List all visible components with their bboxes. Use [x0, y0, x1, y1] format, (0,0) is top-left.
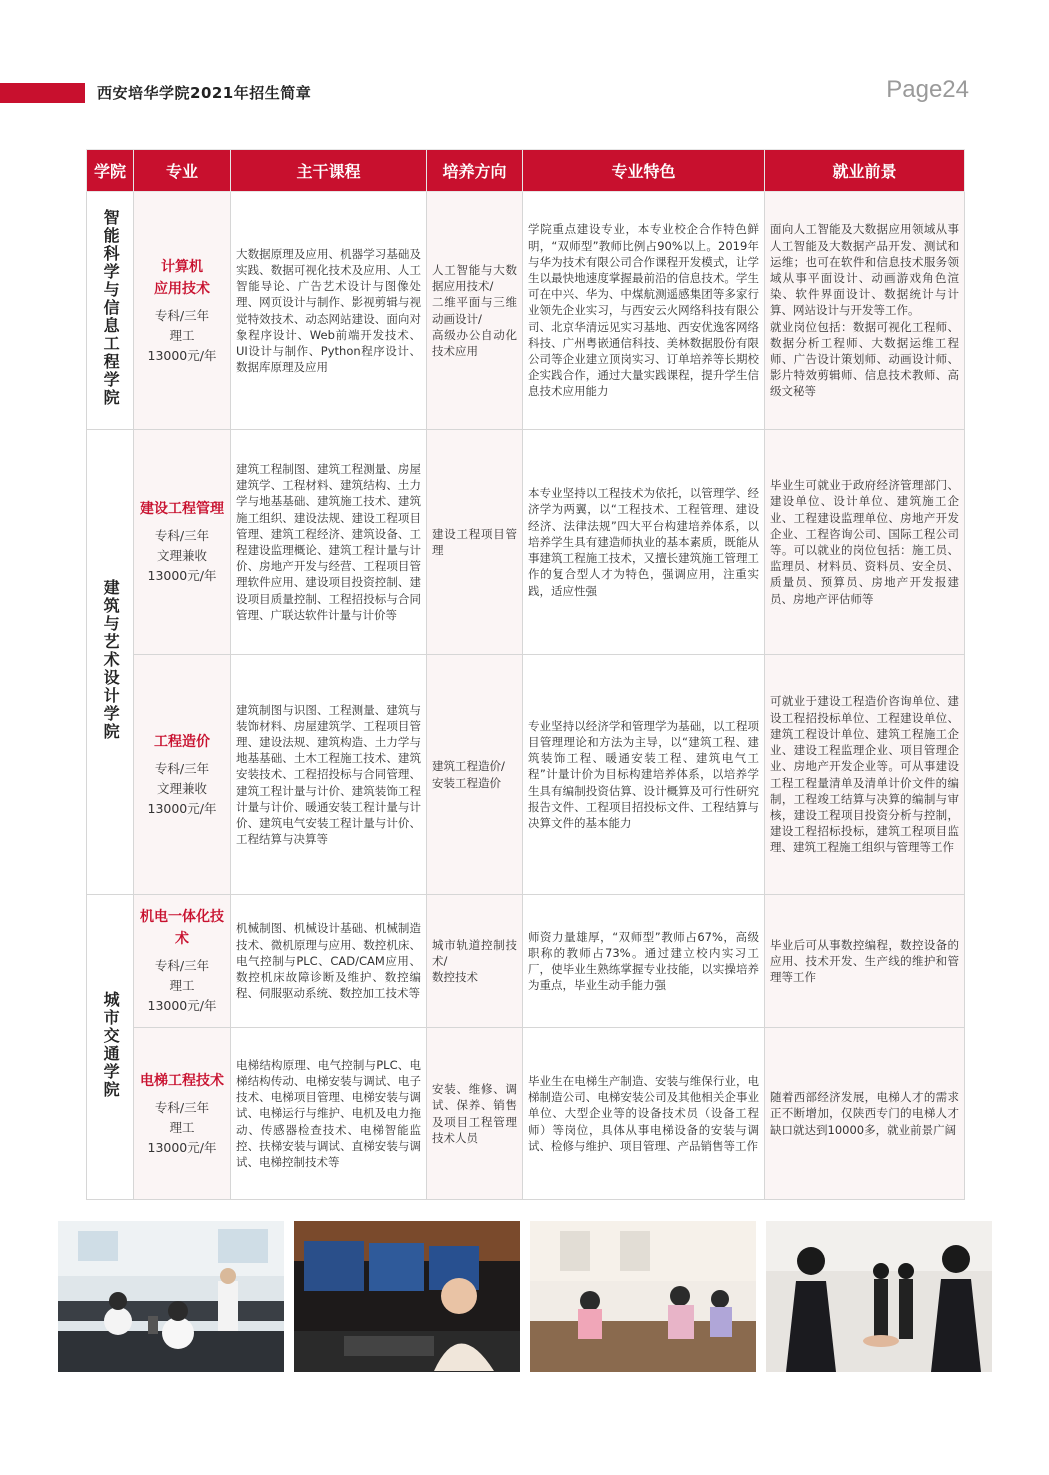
major-meta: 专科/三年 理工 13000元/年 [147, 307, 217, 363]
direction-cell: 城市轨道控制技术/ 数控技术 [427, 895, 523, 1028]
college-name: 建筑与艺术设计学院 [101, 578, 121, 741]
feature-cell: 学院重点建设专业，本专业校企合作特色鲜明，“双师型”教师比例占90%以上。2019年与华为技术有限公司合作课程开发模式，让学生以最快地速度掌握最前沿的信息技术。学生可在中兴、华为、中煤航测遥感集团等多家行业领先企业实习，与西安云火网络科技有限公司、北京华清远见实习基地、西安优逸客网络科技、广州粤嵌通信科技、美林数据股份有限公司等企业建立顶岗实习、订单培养等长期校企实践合作，通过大量实践课程，提升学生信息技术应用能力 [523, 192, 765, 430]
table-row [87, 430, 965, 655]
table-row [87, 1028, 965, 1200]
major-cell [134, 430, 231, 655]
direction-cell: 安装、维修、调试、保养、销售及项目工程管理技术人员 [427, 1028, 523, 1200]
photo-strip [58, 1221, 992, 1372]
table-row [87, 192, 965, 430]
direction-cell: 建筑工程造价/ 安装工程造价 [427, 655, 523, 895]
prospect-cell: 随着西部经济发展，电梯人才的需求正不断增加，仅陕西专门的电梯人才缺口就达到10000多，就业前景广阔 [765, 1028, 965, 1200]
header-major: 专业 [134, 150, 231, 192]
major-meta: 专科/三年 文理兼收 13000元/年 [147, 528, 217, 583]
broadcast-studio-photo [294, 1221, 520, 1372]
major-cell [134, 655, 231, 895]
table-header-row [87, 150, 965, 192]
major-meta: 专科/三年 理工 13000元/年 [147, 1099, 217, 1155]
prospect-cell: 面向人工智能及大数据应用领域从事人工智能及大数据产品开发、测试和运维；也可在软件和信息技术服务领域从事平面设计、动画游戏角色渲染、软件界面设计、数据统计与计算、网站设计与开发等工作。 就业岗位包括：数据可视化工程师、数据分析工程师、大数据运维工程师、广告设计策划师、动画设计师、影片特效剪辑师、信息技术教师、高级文秘等 [765, 192, 965, 430]
major-name: 机电一体化技术 [140, 909, 224, 947]
courses-cell: 机械制图、机械设计基础、机械制造技术、微机原理与应用、数控机床、电气控制与PLC、CAD/CAM应用、数控机床故障诊断及维护、数控编程、伺服驱动系统、数控加工技术等 [231, 895, 427, 1028]
feature-cell: 师资力量雄厚，“双师型”教师占67%，高级职称的教师占73%。通过建立校内实习工厂，使毕业生熟练掌握专业技能，以实操培养为重点，毕业生动手能力强 [523, 895, 765, 1028]
major-name: 建设工程管理 [140, 501, 224, 517]
major-name: 计算机 应用技术 [154, 258, 210, 297]
table-row [87, 655, 965, 895]
college-name: 智能科学与信息工程学院 [101, 209, 121, 408]
header-title: 西安培华学院2021年招生简章 [97, 84, 312, 102]
major-cell [134, 895, 231, 1028]
courses-cell: 建筑工程制图、建筑工程测量、房屋建筑学、工程材料、建筑结构、土力学与地基基础、建筑施工技术、建筑施工组织、建设法规、建设工程项目管理、建筑工程经济、建筑设备、工程建设监理概论、建筑工程计量与计价、房地产开发与经营、工程项目管理软件应用、建设项目投资控制、建设项目质量控制、工程招投标与合同管理、广联达软件计量与计价等 [231, 430, 427, 655]
major-name: 电梯工程技术 [140, 1072, 224, 1089]
major-meta: 专科/三年 理工 13000元/年 [147, 958, 217, 1013]
page-number: Page24 [886, 76, 969, 103]
header-feature: 专业特色 [523, 150, 765, 192]
feature-cell: 专业坚持以经济学和管理学为基础，以工程项目管理理论和方法为主导，以“建筑工程、建筑装饰工程、暖通安装工程、建筑电气工程”计量计价为目标构建培养体系，以培养学生具有编制投资估算、设计概算及可行性研究报告文件、工程项目招投标文件、工程结算与决算文件的基本能力 [523, 655, 765, 895]
header-accent-bar [0, 83, 85, 103]
college-name: 城市交通学院 [101, 990, 121, 1099]
header-courses: 主干课程 [231, 150, 427, 192]
courses-cell: 电梯结构原理、电气控制与PLC、电梯结构传动、电梯安装与调试、电子技术、电梯项目管理、电梯安装与调试、电梯运行与维护、电机及电力拖动、传感器检查技术、电梯智能监控、扶梯安装与调试、直梯安装与调试、电梯控制技术等 [231, 1028, 427, 1200]
major-meta: 专科/三年 文理兼收 13000元/年 [147, 760, 217, 816]
lab-microscope-photo [58, 1221, 284, 1372]
header-prospect: 就业前景 [765, 150, 965, 192]
major-cell [134, 192, 231, 430]
college-cell [87, 430, 134, 895]
prospect-cell: 毕业生可就业于政府经济管理部门、建设单位、设计单位、建筑施工企业、工程建设监理单位、房地产开发企业、工程咨询公司、国际工程公司等。可以就业的岗位包括：施工员、监理员、材料员、资料员、安全员、质量员、预算员、房地产开发报建员、房地产评估师等 [765, 430, 965, 655]
college-cell [87, 895, 134, 1200]
courses-cell: 大数据原理及应用、机器学习基础及实践、数据可视化技术及应用、人工智能导论、广告艺术设计与图像处理、网页设计与制作、影视剪辑与视觉特效技术、动态网站建设、面向对象程序设计、Web前端开发技术、UI设计与制作、Python程序设计、数据库原理及应用 [231, 192, 427, 430]
etiquette-training-photo [766, 1221, 992, 1372]
feature-cell: 本专业坚持以工程技术为依托，以管理学、经济学为两翼，以“工程技术、工程管理、建设经济、法律法规”四大平台构建培养体系，以培养学生具有建造师执业的基本素质，既能从事建筑工程施工技术，又擅长建筑施工管理工作的复合型人才为特色，强调应用，注重实践，适应性强 [523, 430, 765, 655]
prospect-cell: 毕业后可从事数控编程，数控设备的应用、技术开发、生产线的维护和管理等工作 [765, 895, 965, 1028]
college-cell [87, 192, 134, 430]
prospect-cell: 可就业于建设工程造价咨询单位、建设工程招投标单位、工程建设单位、建筑工程设计单位、建筑工程施工企业、建设工程监理企业、项目管理企业、房地产开发企业等。可从事建设工程工程量清单及清单计价文件的编制，工程竣工结算与决算的编制与审核，建设工程项目投资分析与控制，建设工程招标投标，建筑工程项目监理、建筑工程施工组织与管理等工作 [765, 655, 965, 895]
program-table [86, 149, 965, 1200]
major-name: 工程造价 [154, 733, 210, 750]
header-direction: 培养方向 [427, 150, 523, 192]
direction-cell: 人工智能与大数据应用技术/ 二维平面与三维动画设计/ 高级办公自动化技术应用 [427, 192, 523, 430]
header-college: 学院 [87, 150, 134, 192]
table-row [87, 895, 965, 1028]
courses-cell: 建筑制图与识图、工程测量、建筑与装饰材料、房屋建筑学、工程项目管理、建设法规、建筑构造、土力学与地基基础、土木工程施工技术、建筑安装技术、工程招投标与合同管理、建筑工程计量与计价、建筑装饰工程计量与计价、暖通安装工程计量与计价、建筑电气安装工程计量与计价、工程结算与决算等 [231, 655, 427, 895]
direction-cell: 建设工程项目管理 [427, 430, 523, 655]
office-training-photo [530, 1221, 756, 1372]
major-cell [134, 1028, 231, 1200]
feature-cell: 毕业生在电梯生产制造、安装与维保行业，电梯制造公司、电梯安装公司及其他相关企事业单位、大型企业等的设备技术员（设备工程师）等岗位，具体从事电梯设备的安装与调试、检修与维护、项目管理、产品销售等工作 [523, 1028, 765, 1200]
